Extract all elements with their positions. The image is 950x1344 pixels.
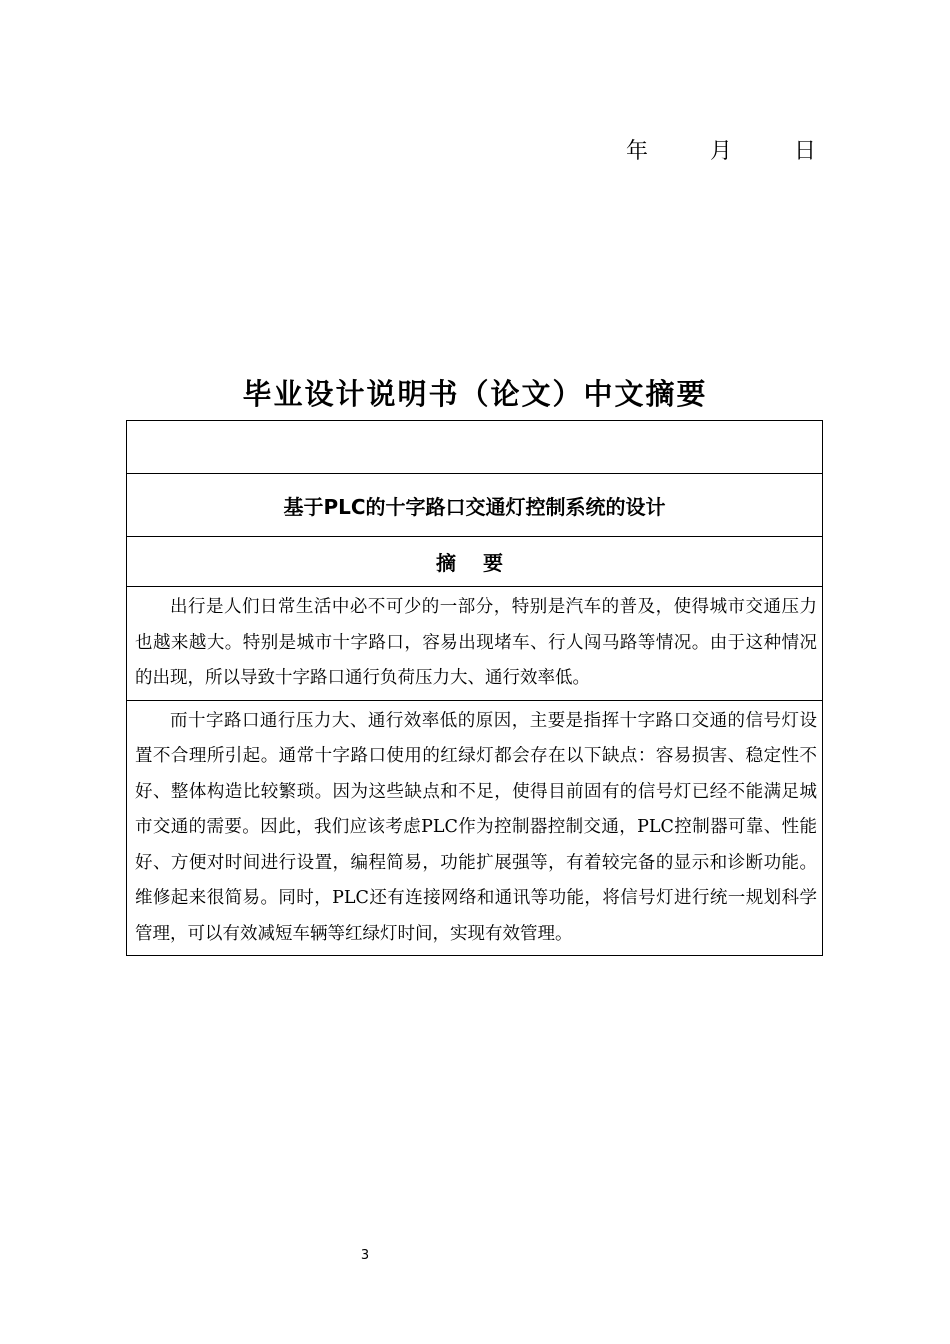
page-number: 3 xyxy=(360,1248,370,1263)
day-label: 日 xyxy=(793,139,816,164)
abstract-heading: 摘 要 xyxy=(127,537,822,587)
document-title: 毕业设计说明书（论文）中文摘要 xyxy=(242,377,708,411)
thesis-title: 基于PLC的十字路口交通灯控制系统的设计 xyxy=(127,474,822,537)
empty-header-row xyxy=(127,421,822,474)
abstract-paragraph-1: 出行是人们日常生活中必不可少的一部分，特别是汽车的普及，使得城市交通压力也越来越大。特别是城市十字路口，容易出现堵车、行人闯马路等情况。由于这种情况的出现，所以导致十字路口通行负荷压力大、通行效率低。 xyxy=(127,587,822,701)
abstract-table xyxy=(126,420,823,956)
year-label: 年 xyxy=(626,139,649,164)
month-label: 月 xyxy=(709,139,732,164)
abstract-paragraph-2: 而十字路口通行压力大、通行效率低的原因，主要是指挥十字路口交通的信号灯设置不合理所引起。通常十字路口使用的红绿灯都会存在以下缺点：容易损害、稳定性不好、整体构造比较繁琐。因为这些缺点和不足，使得目前固有的信号灯已经不能满足城市交通的需要。因此，我们应该考虑PLC作为控制器控制交通，PLC控制器可靠、性能好、方便对时间进行设置，编程简易，功能扩展强等，有着较完备的显示和诊断功能。维修起来很简易。同时，PLC还有连接网络和通讯等功能，将信号灯进行统一规划科学管理，可以有效减短车辆等红绿灯时间，实现有效管理。 xyxy=(135,710,817,944)
date-line xyxy=(626,134,816,165)
